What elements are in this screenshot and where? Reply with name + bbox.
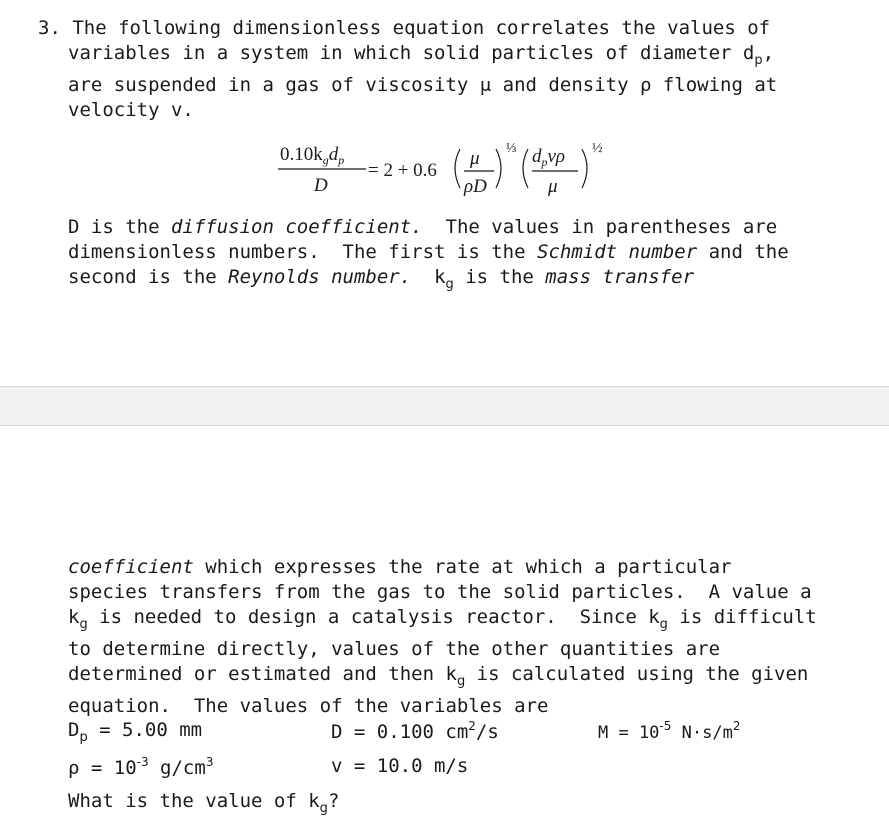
term2-exponent: ½ [592, 141, 603, 156]
problem-intro [38, 16, 878, 123]
correlation-equation [276, 130, 636, 210]
cont-line-6: equation. The values of the variables are [68, 695, 549, 717]
var-velocity: v = 10.0 m/s [331, 755, 469, 777]
definitions [68, 215, 889, 297]
cont-line-2: species transfers from the gas to the solid particles. A value a [68, 581, 812, 603]
var-density: $\rho = 10^{-3}$ $g/cm^3$ [68, 755, 214, 779]
page-break-divider [0, 386, 889, 426]
rhs-constant: = 2 + 0.6 [368, 160, 437, 181]
cont-line-4: to determine directly, values of the other quantities are [68, 638, 721, 660]
var-viscosity: $M = 10^{-5}$ $N\cdot s/m^2$ [598, 719, 741, 743]
lhs-denominator: D [314, 175, 328, 196]
term2-denominator: μ [548, 176, 558, 197]
intro-line-2: variables in a system in which solid particles of diameter $d_p$, [68, 42, 775, 68]
intro-line-4: velocity v. [68, 99, 194, 121]
term2-numerator: $d_pv\rho$ [532, 146, 566, 169]
var-particle-diameter: $D_p = 5.00$ mm [68, 719, 203, 745]
def-line-1: D is the diffusion coefficient. The values in parentheses are [68, 216, 778, 238]
term2-left-paren [523, 149, 528, 188]
term1-denominator: ρD [464, 176, 487, 197]
continuation [68, 555, 889, 719]
term1-exponent: ⅓ [506, 141, 517, 156]
def-line-3: second is the Reynolds number. $k_g$ is the mass transfer [68, 266, 695, 292]
term1-numerator: μ [470, 148, 480, 169]
term1-left-paren [455, 149, 460, 188]
cont-line-1: coefficient which expresses the rate at which a particular [68, 556, 732, 578]
intro-line-3: are suspended in a gas of viscosity μ and density ρ flowing at [68, 74, 778, 96]
intro-line-1: 3. The following dimensionless equation correlates the values of [38, 17, 771, 39]
def-line-2: dimensionless numbers. The first is the Schmidt number and the [68, 241, 789, 263]
term1-right-paren [496, 149, 501, 188]
problem-number: 3. [38, 17, 61, 39]
term2-right-paren [582, 149, 587, 188]
var-diffusion-coefficient: D = 0.100 $cm^2/s$ [331, 719, 499, 743]
lhs-numerator: $0.10k_gd_p$ [280, 144, 345, 167]
cont-line-5: determined or estimated and then $k_g$ is calculated using the given [68, 663, 809, 689]
question: What is the value of $k_g$? [68, 790, 340, 816]
cont-line-3: $k_g$ is needed to design a catalysis reactor. Since $k_g$ is difficult [68, 606, 817, 632]
